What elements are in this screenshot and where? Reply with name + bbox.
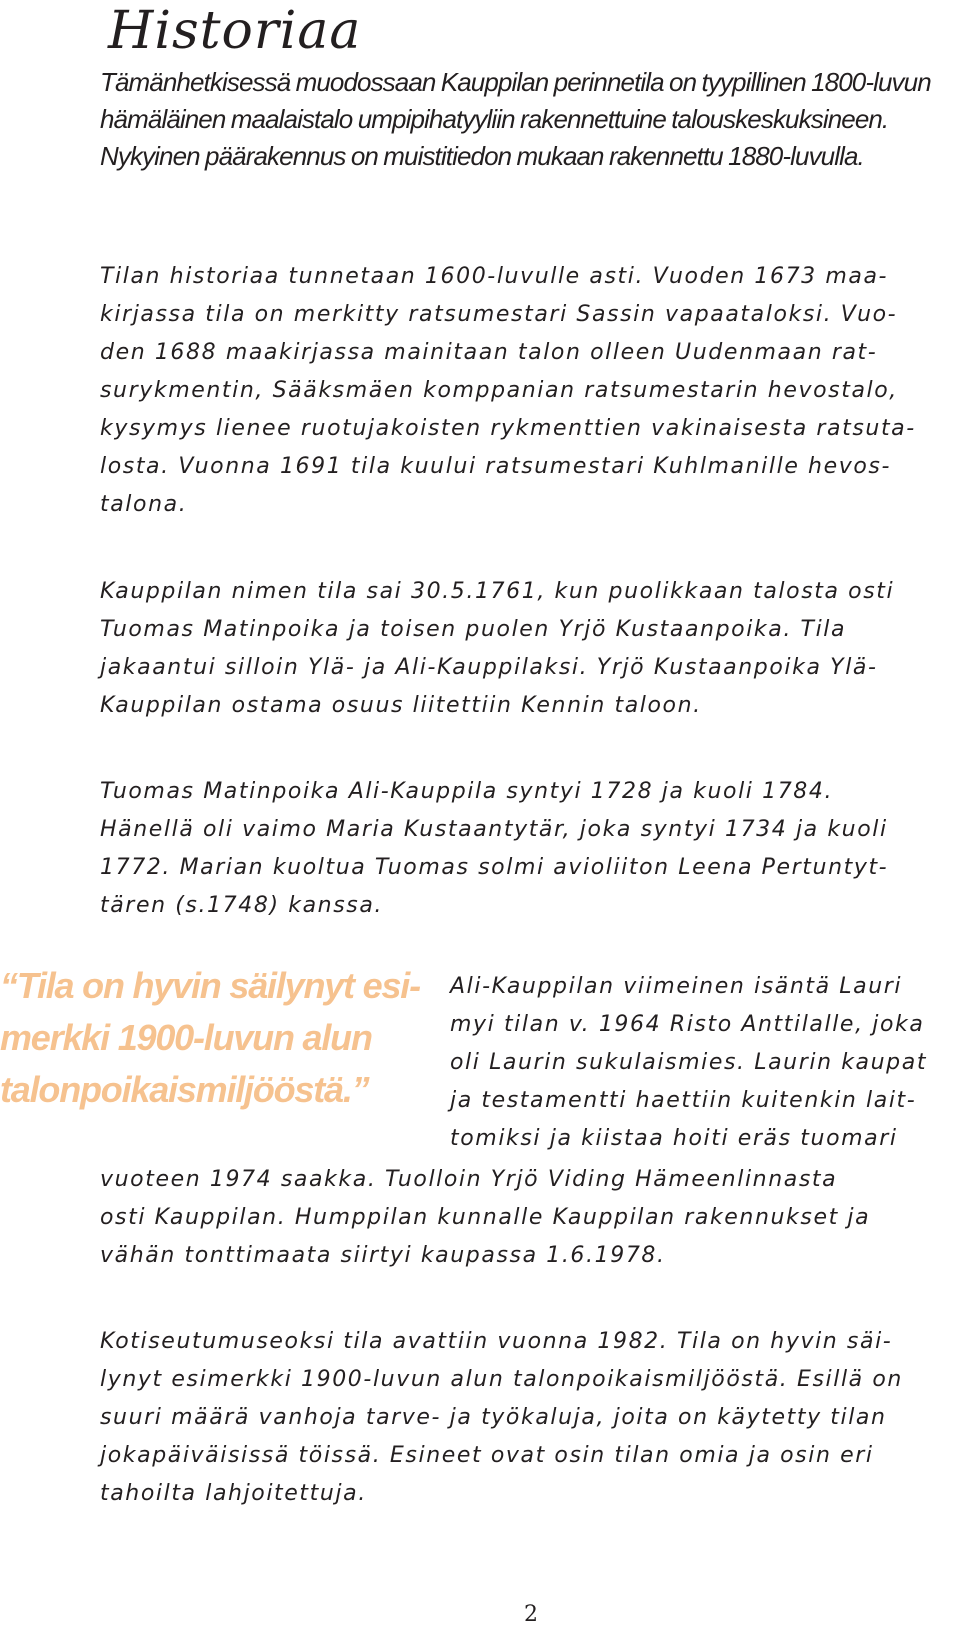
- lauri-column-line: Ali-Kauppilan viimeinen isäntä Lauri: [450, 974, 903, 999]
- lauri-line: osti Kauppilan. Humppilan kunnalle Kauppilan rakennukset ja: [100, 1205, 871, 1230]
- lauri-line: vuoteen 1974 saakka. Tuolloin Yrjö Viding Hämeenlinnasta: [100, 1167, 838, 1192]
- lauri-line: vähän tonttimaata siirtyi kaupassa 1.6.1978.: [100, 1243, 666, 1268]
- lauri-column-line: tomiksi ja kiistaa hoiti eräs tuomari: [450, 1126, 898, 1151]
- page-title: Historiaa: [108, 1, 362, 61]
- lauri-column-line: myi tilan v. 1964 Risto Anttilalle, joka: [450, 1012, 925, 1037]
- history-line: losta. Vuonna 1691 tila kuului ratsumestari Kuhlmanille hevos-: [100, 454, 892, 479]
- museum-line: lynyt esimerkki 1900-luvun alun talonpoikaismiljööstä. Esillä on: [100, 1367, 903, 1392]
- pull-quote-line: “Tila on hyvin säilynyt esi-: [0, 965, 420, 1006]
- name-line: Tuomas Matinpoika ja toisen puolen Yrjö Kustaanpoika. Tila: [100, 617, 847, 642]
- pull-quote: [0, 960, 440, 1116]
- history-line: kirjassa tila on merkitty ratsumestari Sassin vapaataloksi. Vuo-: [100, 302, 898, 327]
- history-line: den 1688 maakirjassa mainitaan talon olleen Uudenmaan rat-: [100, 340, 878, 365]
- lauri-column-line: oli Laurin sukulaismies. Laurin kaupat: [450, 1050, 928, 1075]
- name-line: Kauppilan nimen tila sai 30.5.1761, kun puolikkaan talosta osti: [100, 579, 895, 604]
- museum-line: Kotiseutumuseoksi tila avattiin vuonna 1982. Tila on hyvin säi-: [100, 1329, 893, 1354]
- name-line: Kauppilan ostama osuus liitettiin Kennin taloon.: [100, 693, 702, 718]
- museum-line: tahoilta lahjoitettuja.: [100, 1481, 367, 1506]
- museum-line: jokapäiväisissä töissä. Esineet ovat osin tilan omia ja osin eri: [100, 1443, 874, 1468]
- pull-quote-line: merkki 1900-luvun alun: [0, 1017, 372, 1058]
- tuomas-line: Tuomas Matinpoika Ali-Kauppila syntyi 1728 ja kuoli 1784.: [100, 779, 834, 804]
- tuomas-line: Hänellä oli vaimo Maria Kustaantytär, joka syntyi 1734 ja kuoli: [100, 817, 888, 842]
- history-line: Tilan historiaa tunnetaan 1600-luvulle asti. Vuoden 1673 maa-: [100, 264, 889, 289]
- intro-paragraph: Tämänhetkisessä muodossaan Kauppilan perinnetila on tyypillinen 1800-luvun hämäläinen maalaistalo umpipihatyyliin rakennettuine talouskeskuksineen. Nykyinen päärakennus on muistitiedon mukaan rakennettu 1880-luvulla.: [100, 67, 931, 171]
- history-line: kysymys lienee ruotujakoisten rykmenttien vakinaisesta ratsuta-: [100, 416, 916, 441]
- history-line: surykmentin, Sääksmäen komppanian ratsumestarin hevostalo,: [100, 378, 898, 403]
- pull-quote-line: talonpoikaismiljööstä.”: [0, 1069, 369, 1110]
- name-line: jakaantui silloin Ylä- ja Ali-Kauppilaksi. Yrjö Kustaanpoika Ylä-: [100, 655, 878, 680]
- tuomas-line: tären (s.1748) kanssa.: [100, 893, 383, 918]
- lauri-column-line: ja testamentti haettiin kuitenkin lait-: [450, 1088, 917, 1113]
- history-line: talona.: [100, 492, 188, 517]
- museum-line: suuri määrä vanhoja tarve- ja työkaluja, joita on käytetty tilan: [100, 1405, 887, 1430]
- tuomas-line: 1772. Marian kuoltua Tuomas solmi avioliiton Leena Pertuntyt-: [100, 855, 889, 880]
- page-number: 2: [524, 1602, 538, 1627]
